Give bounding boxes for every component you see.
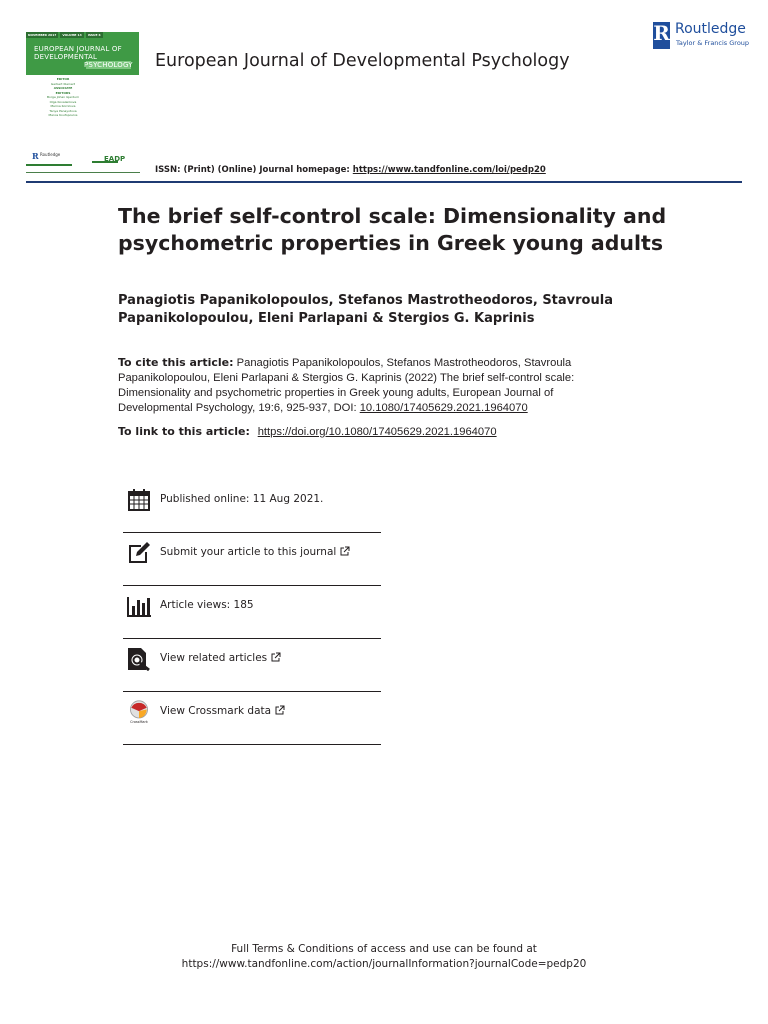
svg-text:CrossMark: CrossMark	[130, 720, 148, 724]
document-search-icon	[127, 647, 151, 671]
doi-link[interactable]: 10.1080/17405629.2021.1964070	[359, 402, 528, 414]
cover-issue: ISSUE 6	[87, 33, 101, 37]
submit-article-item[interactable]	[123, 533, 381, 586]
publisher-subtitle: Taylor & Francis Group	[676, 39, 750, 47]
cover-volume: VOLUME 14	[62, 33, 82, 37]
cover-date: NOVEMBER 2017	[28, 33, 57, 37]
calendar-icon	[127, 488, 151, 512]
issn-line: ISSN: (Print) (Online) Journal homepage: https://www.tandfonline.com/loi/pedp20	[155, 165, 546, 175]
crossmark-icon	[127, 700, 151, 724]
terms-url[interactable]: https://www.tandfonline.com/action/journalInformation?journalCode=pedp20	[181, 958, 587, 970]
external-link-icon	[271, 652, 281, 662]
crossmark-link[interactable]: View Crossmark data	[160, 705, 272, 717]
related-articles-item[interactable]	[123, 639, 381, 692]
external-link-icon	[340, 546, 350, 556]
terms-footer	[0, 942, 768, 972]
related-articles-link[interactable]: View related articles	[160, 652, 268, 664]
submit-article-link[interactable]: Submit your article to this journal	[160, 546, 337, 558]
published-online-text: Published online: 11 Aug 2021.	[160, 493, 324, 505]
article-views-item	[123, 586, 381, 639]
terms-text: Full Terms & Conditions of access and use can be found at	[231, 943, 537, 955]
routledge-mark-icon: R	[653, 22, 670, 49]
article-authors: Panagiotis Papanikolopoulos, Stefanos Mastrotheodoros, Stavroula Papanikolopoulou, Eleni Parlapani & Stergios G. Kaprinis	[118, 293, 613, 326]
eadp-logo: EADP	[92, 155, 132, 169]
publisher-name: Routledge	[675, 21, 746, 37]
header-divider	[26, 181, 742, 183]
journal-title: European Journal of Developmental Psychology	[155, 51, 570, 71]
cite-label: To cite this article:	[118, 356, 234, 369]
bar-chart-icon	[127, 594, 151, 618]
article-title: The brief self-control scale: Dimensionality and psychometric properties in Greek young adults	[118, 204, 667, 255]
article-views-text: Article views: 185	[160, 599, 254, 611]
logo-underline	[26, 172, 140, 173]
journal-homepage-link[interactable]: https://www.tandfonline.com/loi/pedp20	[352, 165, 546, 175]
edit-icon	[127, 541, 151, 565]
cover-editor-list: EDITOR Gerbert Kleinert ASSOCIATE EDITORS Borge Johan Gjerdum Olga Kovalenkova Marina Kornilova Tanya Panayotova Manos Koufopoulos	[46, 77, 79, 117]
routledge-logo	[653, 20, 748, 50]
article-meta-list	[123, 480, 381, 745]
crossmark-item[interactable]	[123, 692, 381, 745]
article-doi-url-link[interactable]: https://doi.org/10.1080/17405629.2021.1964070	[257, 426, 497, 438]
published-online-item	[123, 480, 381, 533]
article-link-line: To link to this article: https://doi.org/10.1080/17405629.2021.1964070	[118, 425, 497, 438]
routledge-mini-logo: R Routledge	[26, 150, 72, 170]
external-link-icon	[275, 705, 285, 715]
citation-block: To cite this article: Panagiotis Papanikolopoulos, Stefanos Mastrotheodoros, Stavroula Papanikolopoulou, Eleni Parlapani & Stergios G. Kaprinis (2022) The brief self-control scale: Dimensionality and psychometric properties in Greek young adults, European Journal of Developmental Psychology, 19:6, 925-937, DOI: 10.1080/17405629.2021.1964070	[118, 356, 575, 414]
cover-title: EUROPEAN JOURNAL OF DEVELOPMENTAL PSYCHOLOGY	[34, 45, 133, 69]
journal-cover-image	[26, 32, 139, 122]
